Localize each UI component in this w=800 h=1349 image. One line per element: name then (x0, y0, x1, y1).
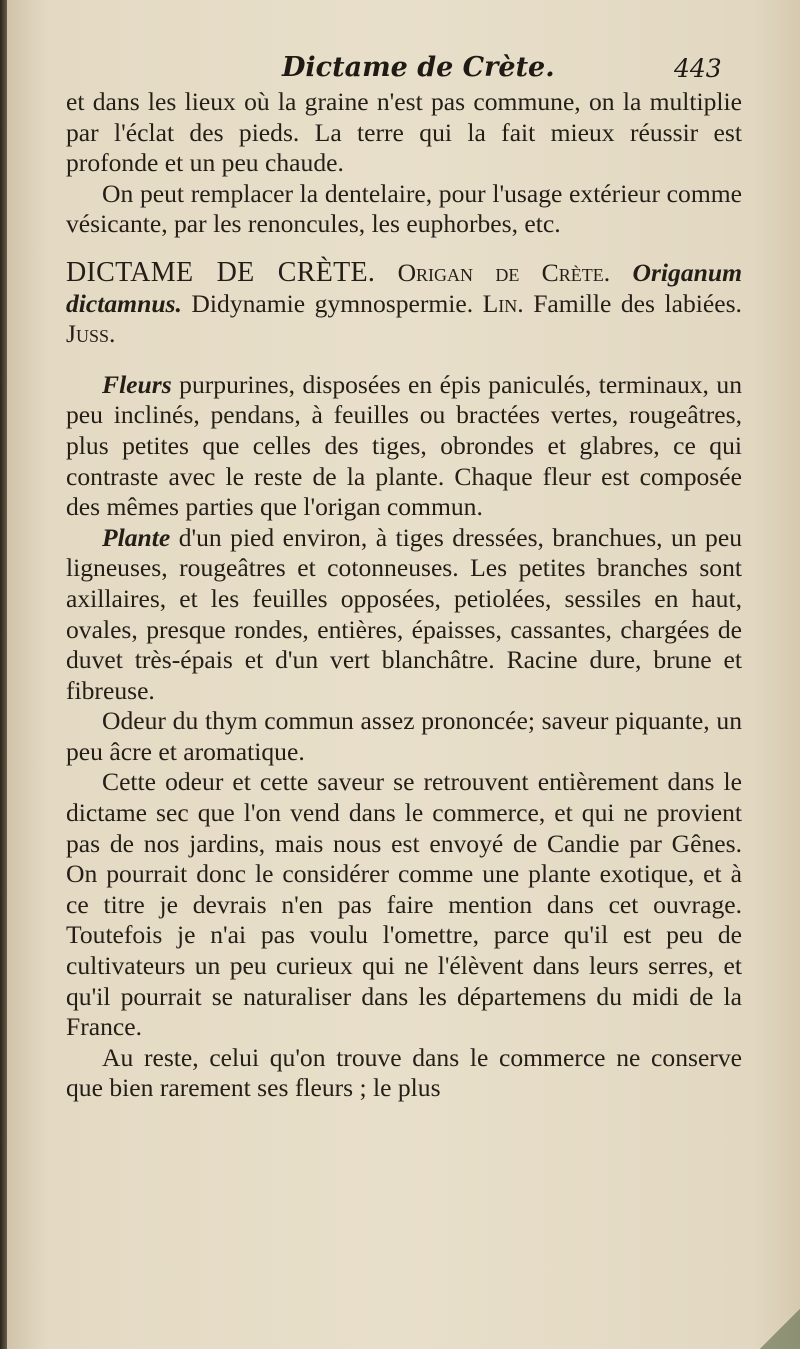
entry-latin-name: Origanum dictamnus. (66, 257, 742, 318)
paragraph-odour: Odeur du thym commun assez prononcée; saveur piquante, un peu âcre et aromatique. (66, 706, 742, 766)
page-header (0, 52, 800, 92)
entry-authority-lin: Lin. (482, 288, 524, 318)
paragraph-flowers (66, 370, 742, 523)
entry-classification: Didynamie gymnospermie. (191, 288, 474, 318)
entry-authority-juss: Juss. (66, 319, 116, 349)
page-number: 443 (674, 54, 722, 83)
paragraph-commerce: Cette odeur et cette saveur se retrouvent entièrement dans le dictame sec que l'on vend dans le commerce, et qui ne provient pas de nos jardins, mais nous est envoyé de Candie par Gênes. On pourrait donc le considérer comme une plante exotique, et à ce titre je devrais n'en pas faire mention dans cet ouvrage. Toutefois je n'ai pas voulu l'omettre, parce qu'il est peu de cultivateurs un peu curieux qui ne l'élèvent dans leurs serres, et qu'il pourrait se naturaliser dans les départemens du midi de la France. (66, 767, 742, 1042)
flowers-text: purpurines, disposées en épis paniculés, terminaux, un peu inclinés, pendans, à feuilles ou bractées vertes, rougeâtres, plus petites que celles des tiges, obrondes et glabres, ce qui contraste avec le reste de la plante. Chaque fleur est composée des mêmes parties que l'origan commun. (66, 369, 742, 522)
body-text (66, 87, 742, 1104)
page-spine-shadow (0, 0, 7, 1349)
page-corner-stain (760, 1309, 800, 1349)
running-title: Dictame de Crète. (282, 52, 555, 83)
plant-text: d'un pied environ, à tiges dressées, branchues, un peu ligneuses, rougeâtres et cotonneuses. Les petites branches sont axillaires, et les feuilles opposées, petiolées, sessiles en haut, ovales, presque rondes, entières, épaisses, cassantes, chargées de duvet très-épais et d'un vert blanchâtre. Racine dure, brune et fibreuse. (66, 522, 742, 705)
flowers-lead: Fleurs (102, 369, 172, 399)
entry-synonym: Origan de Crète. (397, 257, 611, 287)
entry-heading: DICTAME DE CRÈTE. (66, 256, 376, 288)
entry-family: Famille des labiées. (533, 288, 742, 318)
paragraph-remainder: Au reste, celui qu'on trouve dans le commerce ne conserve que bien rarement ses fleurs ; le plus (66, 1042, 742, 1103)
paragraph-plant (66, 523, 742, 707)
entry-heading-paragraph (66, 258, 742, 350)
paragraph-1: et dans les lieux où la graine n'est pas commune, on la multiplie par l'éclat des pieds. La terre qui la fait mieux réussir est profonde et un peu chaude. (66, 87, 742, 178)
plant-lead: Plante (102, 522, 171, 552)
paragraph-2: On peut remplacer la dentelaire, pour l'usage extérieur comme vésicante, par les renoncules, les euphorbes, etc. (66, 178, 742, 239)
